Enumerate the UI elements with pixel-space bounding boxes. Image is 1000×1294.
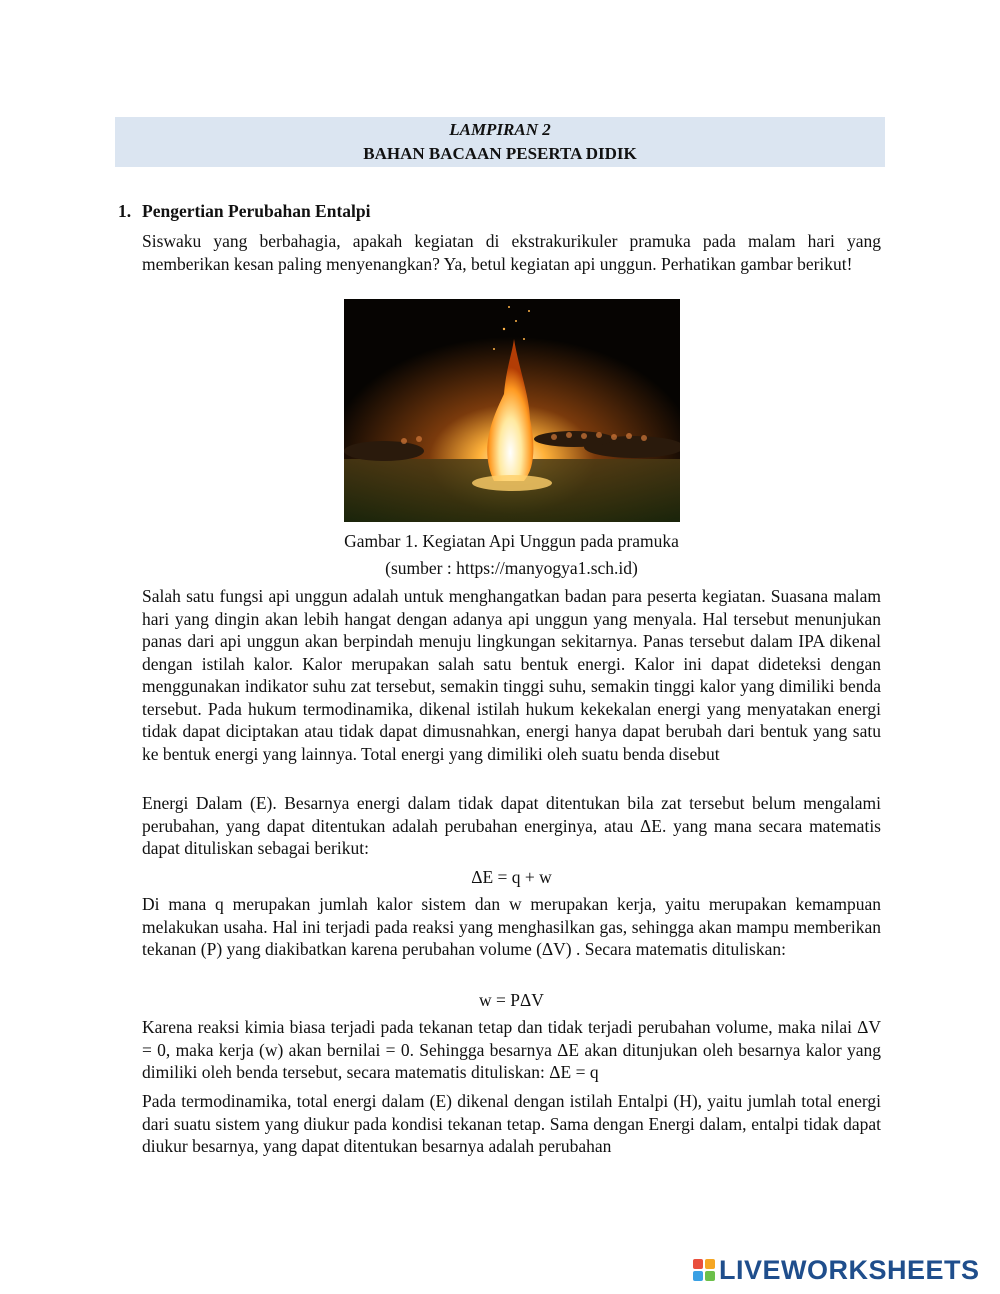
brand-name: LIVEWORKSHEETS [719, 1254, 980, 1285]
header-subtitle: BAHAN BACAAN PESERTA DIDIK [363, 144, 637, 163]
equation-2: w = PΔV [479, 990, 544, 1010]
paragraph-5: Pada termodinamika, total energi dalam (E) dikenal dengan istilah Entalpi (H), yaitu jumlah total energi dari suatu sistem yang diukur pada kondisi tekanan tetap. Sama dengan Energi dalam, entalpi tidak dapat diukur besarnya, yang dapat ditentukan besarnya adalah perubahan [142, 1091, 881, 1156]
figure-source: (sumber : https://manyogya1.sch.id) [385, 558, 638, 578]
section-number: 1. [118, 201, 132, 221]
paragraph-3: Di mana q merupakan jumlah kalor sistem dan w merupakan kerja, yaitu merupakan kemampuan melakukan usaha. Hal ini terjadi pada reaksi yang menghasilkan gas, sehingga akan mampu memberikan tekanan (P) yang diakibatkan karena perubahan volume (ΔV) . Secara matematis dituliskan: [142, 894, 881, 959]
paragraph-1: Salah satu fungsi api unggun adalah untuk menghangatkan badan para peserta kegiatan. Suasana malam hari yang dingin akan lebih hangat dengan adanya api unggun yang menyala. Hal tersebut menunjukan panas dari api unggun akan berpindah menuju lingkungan sekitarnya. Panas tersebut dalam IPA dikenal dengan istilah kalor. Kalor merupakan salah satu bentuk energi. Kalor ini dapat dideteksi dengan menggunakan indikator suhu zat tersebut, semakin tinggi suhu, semakin tinggi kalor yang dimiliki benda tersebut. Pada hukum termodinamika, dikenal istilah hukum kekekalan energi yang menyatakan energi tidak dapat diciptakan atau tidak dapat dimusnahkan, energi hanya dapat berubah dari bentuk yang satu ke bentuk energi yang lainnya. Total energi yang dimiliki oleh suatu benda disebut [142, 586, 881, 764]
header-title: LAMPIRAN 2 [449, 120, 551, 139]
brand-logo-icon [693, 1259, 715, 1281]
campfire-photo [344, 299, 680, 522]
logo-tile-1 [693, 1259, 703, 1269]
figure-caption: Gambar 1. Kegiatan Api Unggun pada pramuka [344, 531, 679, 551]
equation-1: ΔE = q + w [471, 867, 552, 887]
logo-tile-3 [693, 1271, 703, 1281]
paragraph-2: Energi Dalam (E). Besarnya energi dalam tidak dapat ditentukan bila zat tersebut belum mengalami perubahan, yang dapat ditentukan adalah perubahan energinya, atau ΔE. yang mana secara matematis dapat dituliskan sebagai berikut: [142, 793, 881, 858]
logo-tile-2 [705, 1259, 715, 1269]
paragraph-4: Karena reaksi kimia biasa terjadi pada tekanan tetap dan tidak terjadi perubahan volume, maka nilai ΔV = 0, maka kerja (w) akan bernilai = 0. Sehingga besarnya ΔE akan ditunjukan oleh besarnya kalor yang dimiliki oleh benda tersebut, secara matematis dituliskan: ΔE = q [142, 1017, 881, 1082]
liveworksheets-brand [693, 1255, 980, 1285]
logo-tile-4 [705, 1271, 715, 1281]
section-title: Pengertian Perubahan Entalpi [142, 201, 371, 221]
header-band [115, 117, 885, 167]
section-heading [118, 201, 371, 222]
intro-paragraph: Siswaku yang berbahagia, apakah kegiatan di ekstrakurikuler pramuka pada malam hari yang memberikan kesan paling menyenangkan? Ya, betul kegiatan api unggun. Perhatikan gambar berikut! [142, 231, 881, 274]
